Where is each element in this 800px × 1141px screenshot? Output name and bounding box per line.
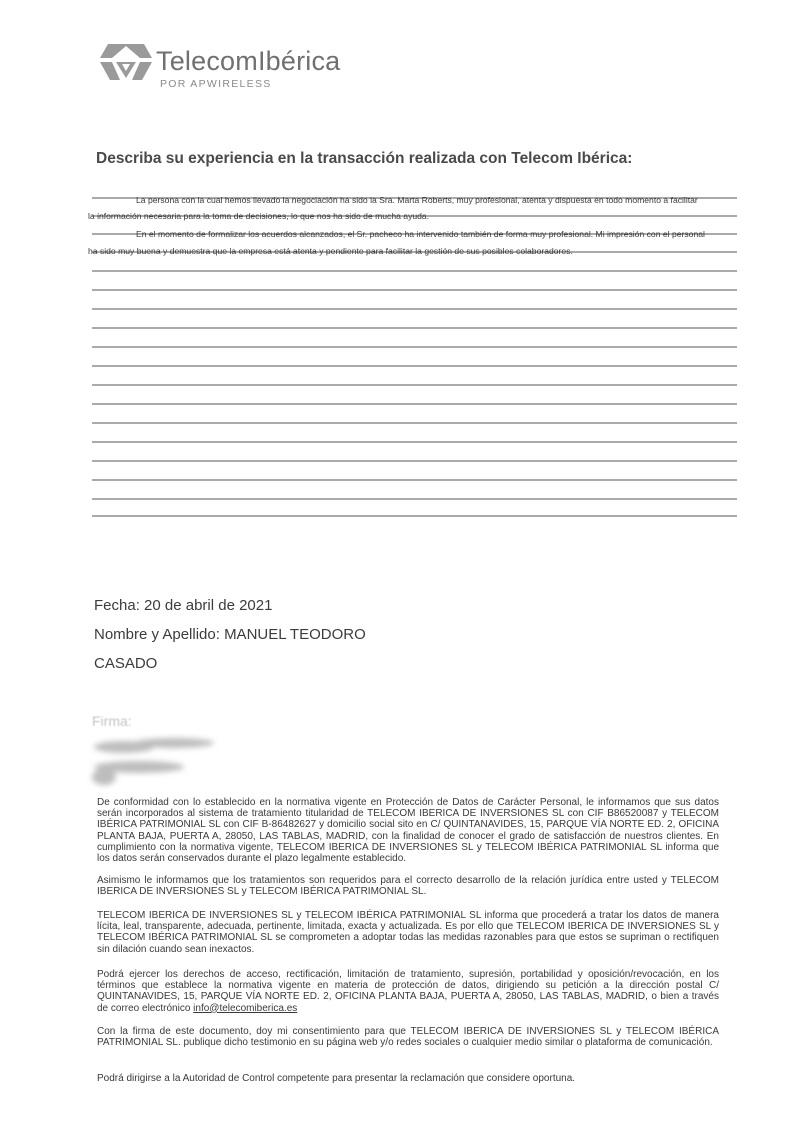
- logo-name: TelecomIbérica: [156, 46, 341, 76]
- legal-paragraph-4: [97, 969, 719, 1014]
- legal-paragraph-5: Con la firma de este documento, doy mi consentimiento para que TELECOM IBERICA DE INVERSIONES SL y TELECOM IBÉRICA PATRIMONIAL SL. publique dicho testimonio en su página web y/o redes sociales o cualquier medio similar o plataforma de comunicación.: [97, 1026, 719, 1049]
- firma-label: Firma:: [92, 713, 132, 729]
- logo-tagline: POR APWIRELESS: [160, 78, 272, 90]
- logo-mark-icon: [100, 40, 152, 84]
- legal-paragraph-6: Podrá dirigirse a la Autoridad de Control competente para presentar la reclamación que considere oportuna.: [97, 1073, 576, 1084]
- nombre-continuation: CASADO: [94, 655, 158, 672]
- legal-paragraph-4-text: Podrá ejercer los derechos de acceso, rectificación, limitación de tratamiento, supresión, portabilidad y oposición/revocación, en los términos que establece la normativa vigente en materia de protección de datos, dirigiendo su petición a la dirección postal C/ QUINTANAVIDES, 15, PARQUE VÍA NORTE ED. 2, OFICINA PLANTA BAJA, PUERTA A, 28050, LAS TABLAS, MADRID, o bien a través de correo electrónico: [97, 969, 719, 1014]
- answer-line-3: En el momento de formalizar los acuerdos alcanzados, el Sr. pacheco ha intervenido también de forma muy profesional. Mi impresión con el personal: [136, 229, 705, 239]
- nombre-field: Nombre y Apellido: MANUEL TEODORO: [94, 626, 366, 643]
- answer-line-4: ha sido muy buena y demuestra que la empresa está atenta y pendiente para facilitar la gestión de sus posibles colaboradores.: [88, 246, 573, 256]
- company-logo: [100, 40, 370, 92]
- answer-line-1: La persona con la cual hemos llevado la negociación ha sido la Sra. Marta Roberts, muy profesional, atenta y dispuesta en todo momento a facilitar: [136, 195, 698, 205]
- legal-paragraph-1: De conformidad con lo establecido en la normativa vigente en Protección de Datos de Carácter Personal, le informamos que sus datos serán incorporados al sistema de tratamiento titularidad de TELECOM IBERICA DE INVERSIONES SL con CIF B86520087 y TELECOM IBÉRICA PATRIMONIAL SL con CIF B-86482627 y domicilio social sito en C/ QUINTANAVIDES, 15, PARQUE VÍA NORTE ED. 2, OFICINA PLANTA BAJA, PUERTA A, 28050, LAS TABLAS, MADRID, con la finalidad de conocer el grado de satisfacción de nuestros clientes. En cumplimiento con la normativa vigente, TELECOM IBERICA DE INVERSIONES SL y TELECOM IBÉRICA PATRIMONIAL SL informa que los datos serán conservados durante el plazo legalmente establecido.: [97, 797, 719, 865]
- legal-paragraph-2: Asimismo le informamos que los tratamientos son requeridos para el correcto desarrollo de la relación jurídica entre usted y TELECOM IBERICA DE INVERSIONES SL y TELECOM IBÉRICA PATRIMONIAL SL.: [97, 875, 719, 898]
- answer-line-2: la información necesaria para la toma de decisiones, lo que nos ha sido de mucha ayuda.: [88, 211, 430, 221]
- blurred-signature: [84, 725, 234, 795]
- form-question: Describa su experiencia en la transacción realizada con Telecom Ibérica:: [96, 150, 633, 167]
- legal-paragraph-3: TELECOM IBERICA DE INVERSIONES SL y TELECOM IBÉRICA PATRIMONIAL SL informa que procederá a tratar los datos de manera lícita, leal, transparente, adecuada, pertinente, limitada, exacta y actualizada. Es por ello que TELECOM IBERICA DE INVERSIONES SL y TELECOM IBÉRICA PATRIMONIAL SL se comprometen a adoptar todas las medidas razonables para que estos se supriman o rectifiquen sin dilación cuando sean inexactos.: [97, 910, 719, 955]
- fecha-field: Fecha: 20 de abril de 2021: [94, 597, 273, 614]
- email-link[interactable]: info@telecomiberica.es: [193, 1002, 298, 1014]
